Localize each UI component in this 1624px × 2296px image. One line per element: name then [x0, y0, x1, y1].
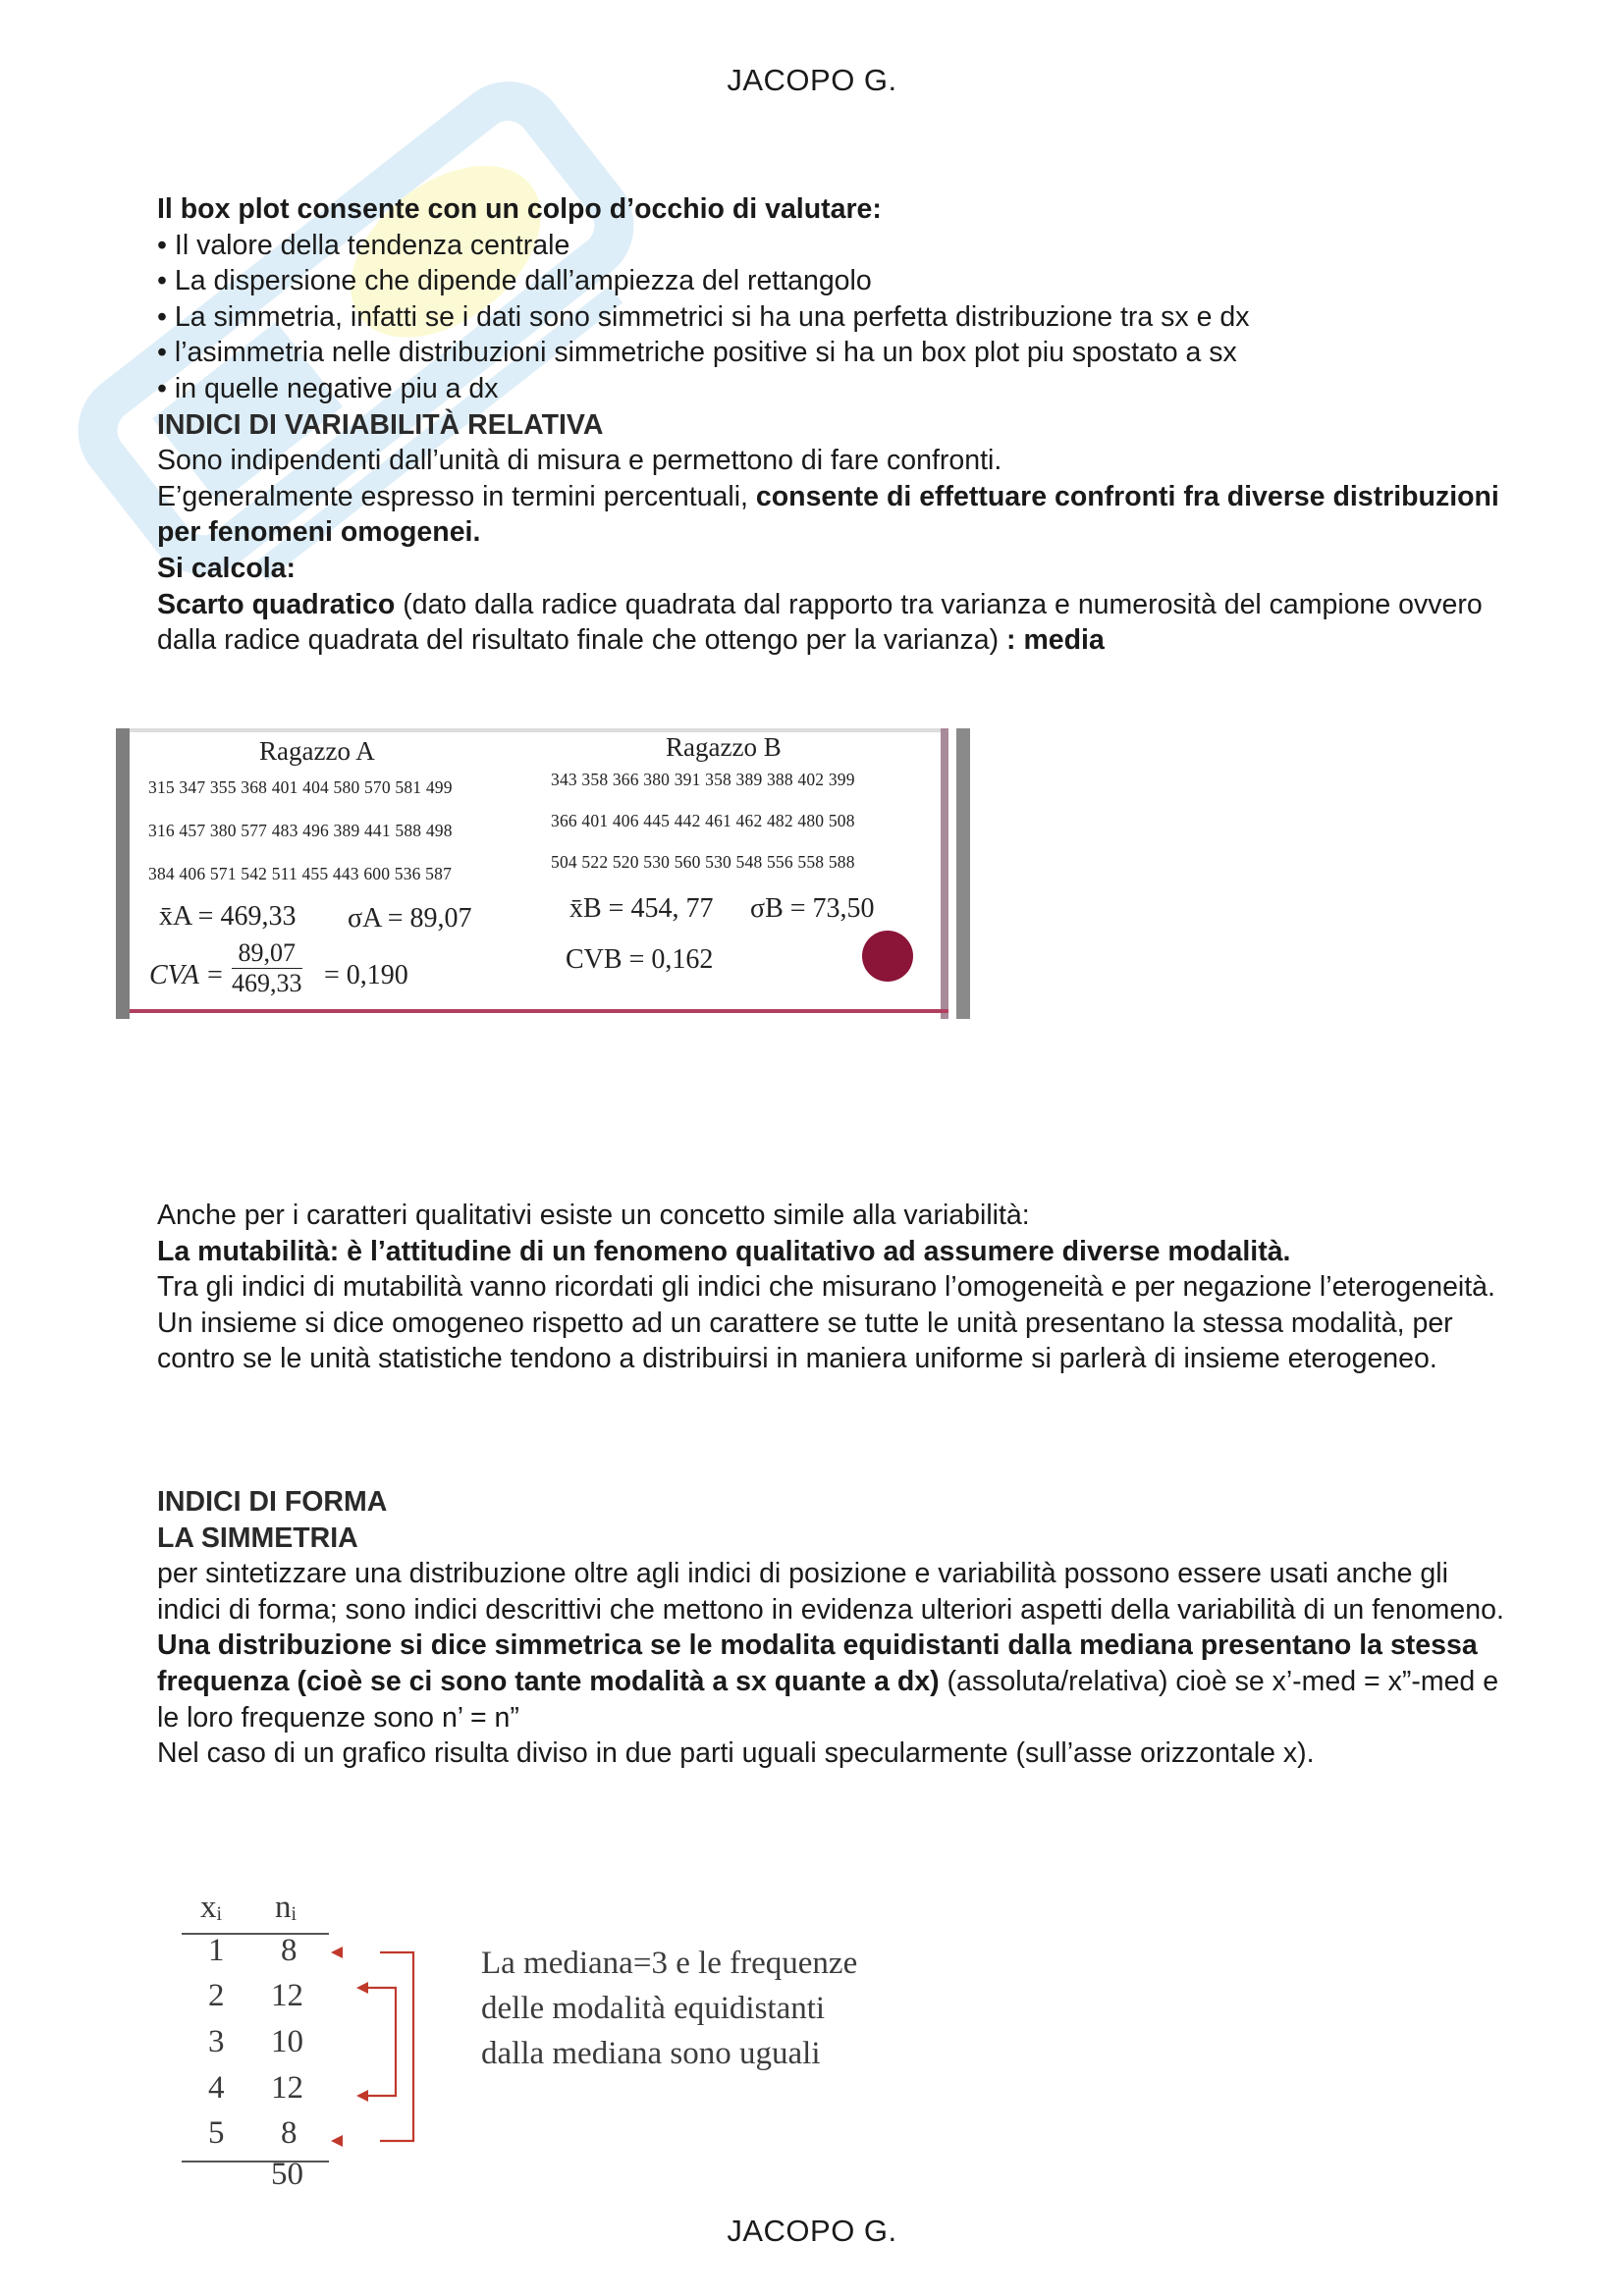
bullet-item: • Il valore della tendenza centrale: [157, 229, 570, 261]
bullet-item: • La dispersione che dipende dall’ampiezza del rettangolo: [157, 265, 872, 297]
ni-value: 8: [281, 1933, 298, 1968]
cv-comparison-figure: [116, 728, 970, 1019]
median-note: La mediana=3 e le frequenze delle modalità equidistanti dalla mediana sono uguali: [481, 1946, 858, 2071]
panel-title: Ragazzo B: [666, 732, 782, 762]
xi-value: 2: [208, 1978, 225, 2013]
data-row: 384 406 571 542 511 455 443 600 536 587: [148, 864, 453, 883]
data-row: 316 457 380 577 483 496 389 441 588 498: [148, 821, 453, 840]
calc-label: Si calcola:: [157, 552, 296, 584]
cv-value: = 0,190: [324, 960, 408, 990]
bullet-item: • in quelle negative piu a dx: [157, 372, 499, 404]
paragraph: Anche per i caratteri qualitativi esiste un concetto simile alla variabilità:: [157, 1200, 1030, 1231]
xi-value: 1: [208, 1933, 225, 1968]
sigma-value: σA = 89,07: [348, 903, 472, 934]
ni-value: 8: [281, 2115, 298, 2151]
paragraph: Nel caso di un grafico risulta diviso in due parti uguali specularmente (sull’asse orizzontale x).: [157, 1737, 1315, 1770]
mutabilita-definition: La mutabilità: è l’attitudine di un fenomeno qualitativo ad assumere diverse modalità.: [157, 1235, 1291, 1267]
sigma-value: σB = 73,50: [750, 893, 875, 924]
section-title-simmetria: LA SIMMETRIA: [157, 1522, 358, 1554]
paragraph: Tra gli indici di mutabilità vanno ricordati gli indici che misurano l’omogeneità e per negazione l’eterogeneità.: [157, 1271, 1495, 1304]
section-title-variabilita: INDICI DI VARIABILITÀ RELATIVA: [157, 408, 604, 441]
paragraph: Sono indipendenti dall’unità di misura e permettono di fare confronti.: [157, 445, 1002, 477]
boxplot-section: [157, 191, 1512, 659]
cv-value: CVB = 0,162: [566, 944, 714, 975]
header-ni: nᵢ: [275, 1890, 297, 1925]
panel-title: Ragazzo A: [259, 736, 375, 766]
xi-value: 5: [208, 2115, 225, 2151]
paragraph: Una distribuzione si dice simmetrica se le modalita equidistanti dalla mediana presentano la stessa frequenza (cioè se ci sono tante modalità a sx quante a dx) (assoluta/relativa) cioè se x’-med = x”-med e le loro frequenze sono n’ = n”: [157, 1629, 1499, 1734]
total-value: 50: [271, 2157, 303, 2192]
ni-value: 10: [271, 2024, 303, 2059]
paragraph: Scarto quadratico (dato dalla radice quadrata dal rapporto tra varianza e numerosità del campione ovvero dalla radice quadrata del risultato finale che ottengo per la varianza) : media: [157, 588, 1483, 657]
paragraph: per sintetizzare una distribuzione oltre agli indici di posizione e variabilità possono essere usati anche gli indici di forma; sono indici descrittivi che mettono in evidenza ulteriori aspetti della variabilità di un fenomeno.: [157, 1558, 1504, 1626]
decorative-dot: [862, 931, 913, 982]
forma-section: [157, 1484, 1512, 1772]
data-row: 315 347 355 368 401 404 580 570 581 499: [148, 777, 453, 797]
mutabilita-section: [157, 1198, 1512, 1377]
symmetry-table-figure: [177, 1890, 1011, 2194]
mean-value: x̄B = 454, 77: [569, 893, 714, 924]
data-row: 504 522 520 530 560 530 548 556 558 588: [551, 852, 855, 872]
ni-value: 12: [271, 1978, 303, 2013]
bullet-item: • La simmetria, infatti se i dati sono simmetrici si ha una perfetta distribuzione tra sx e dx: [157, 300, 1250, 333]
ni-value: 12: [271, 2070, 303, 2106]
pairing-arrows-icon: [319, 1890, 427, 2194]
boxplot-intro: Il box plot consente con un colpo d’occhio di valutare:: [157, 193, 882, 225]
page-header: JACOPO G.: [727, 63, 897, 97]
header-xi: xᵢ: [200, 1890, 222, 1925]
data-row: 343 358 366 380 391 358 389 388 402 399: [551, 770, 855, 789]
mean-value: x̄A = 469,33: [159, 901, 297, 932]
bullet-item: • l’asimmetria nelle distribuzioni simmetriche positive si ha un box plot piu spostato a sx: [157, 337, 1237, 369]
section-title-forma: INDICI DI FORMA: [157, 1486, 388, 1518]
paragraph: Un insieme si dice omogeneo rispetto ad un carattere se tutte le unità presentano la stessa modalità, per contro se le unità statistiche tendono a distribuirsi in maniera uniforme si parlerà di insieme eterogeneo.: [157, 1307, 1453, 1375]
cv-label: CVA =: [149, 960, 225, 990]
xi-value: 4: [208, 2070, 225, 2106]
xi-value: 3: [208, 2024, 225, 2059]
data-row: 366 401 406 445 442 461 462 482 480 508: [551, 811, 855, 830]
cv-fraction: $\frac{89,07}{469,33}$: [232, 938, 302, 997]
paragraph: E’generalmente espresso in termini percentuali, consente di effettuare confronti fra diverse distribuzioni per fenomeni omogenei.: [157, 480, 1499, 549]
page-footer: JACOPO G.: [727, 2214, 897, 2248]
